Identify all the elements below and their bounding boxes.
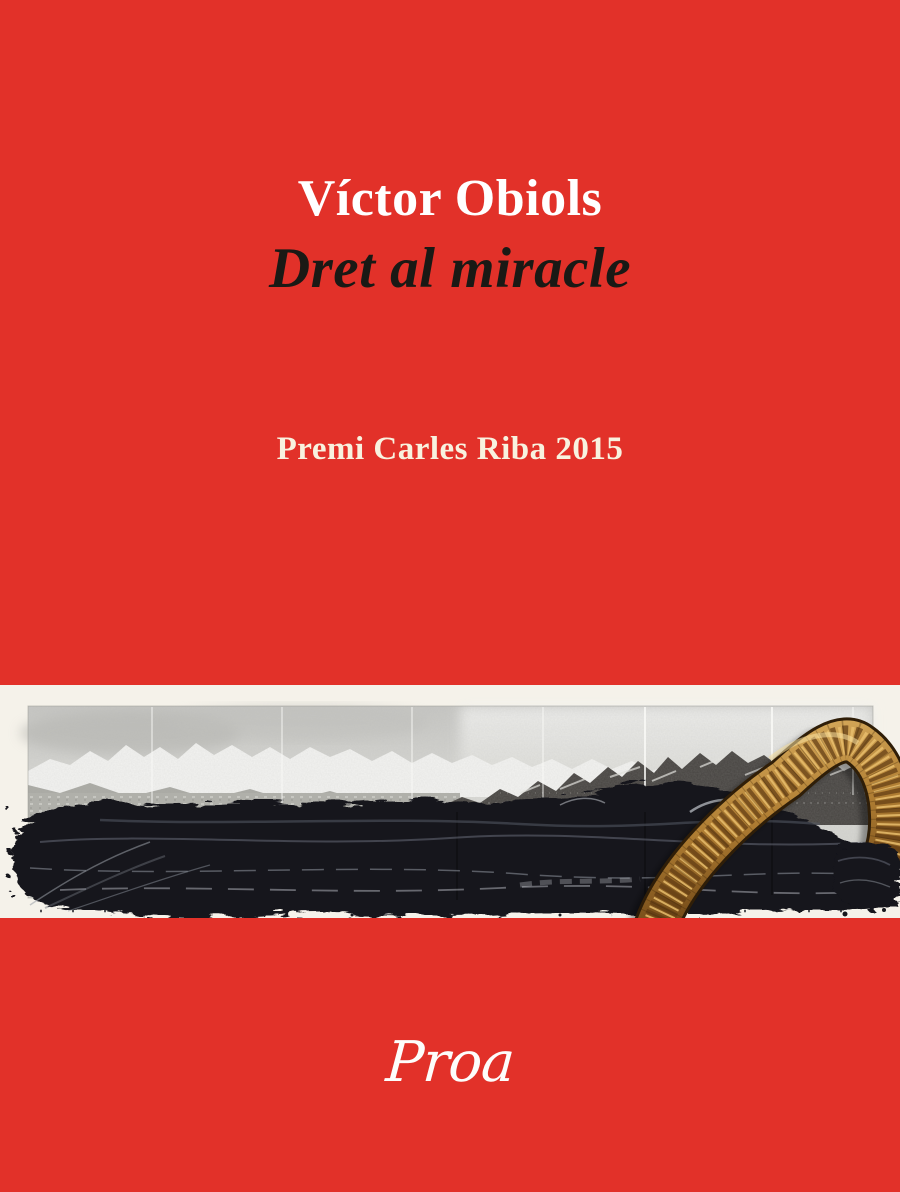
landscape-painting (0, 685, 900, 918)
author-name: Víctor Obiols (297, 170, 603, 227)
award-line: Premi Carles Riba 2015 (276, 431, 624, 467)
cover-artwork-band (0, 685, 900, 918)
book-title: Dret al miracle (268, 237, 632, 300)
publisher-logo: Proa (383, 1030, 517, 1095)
